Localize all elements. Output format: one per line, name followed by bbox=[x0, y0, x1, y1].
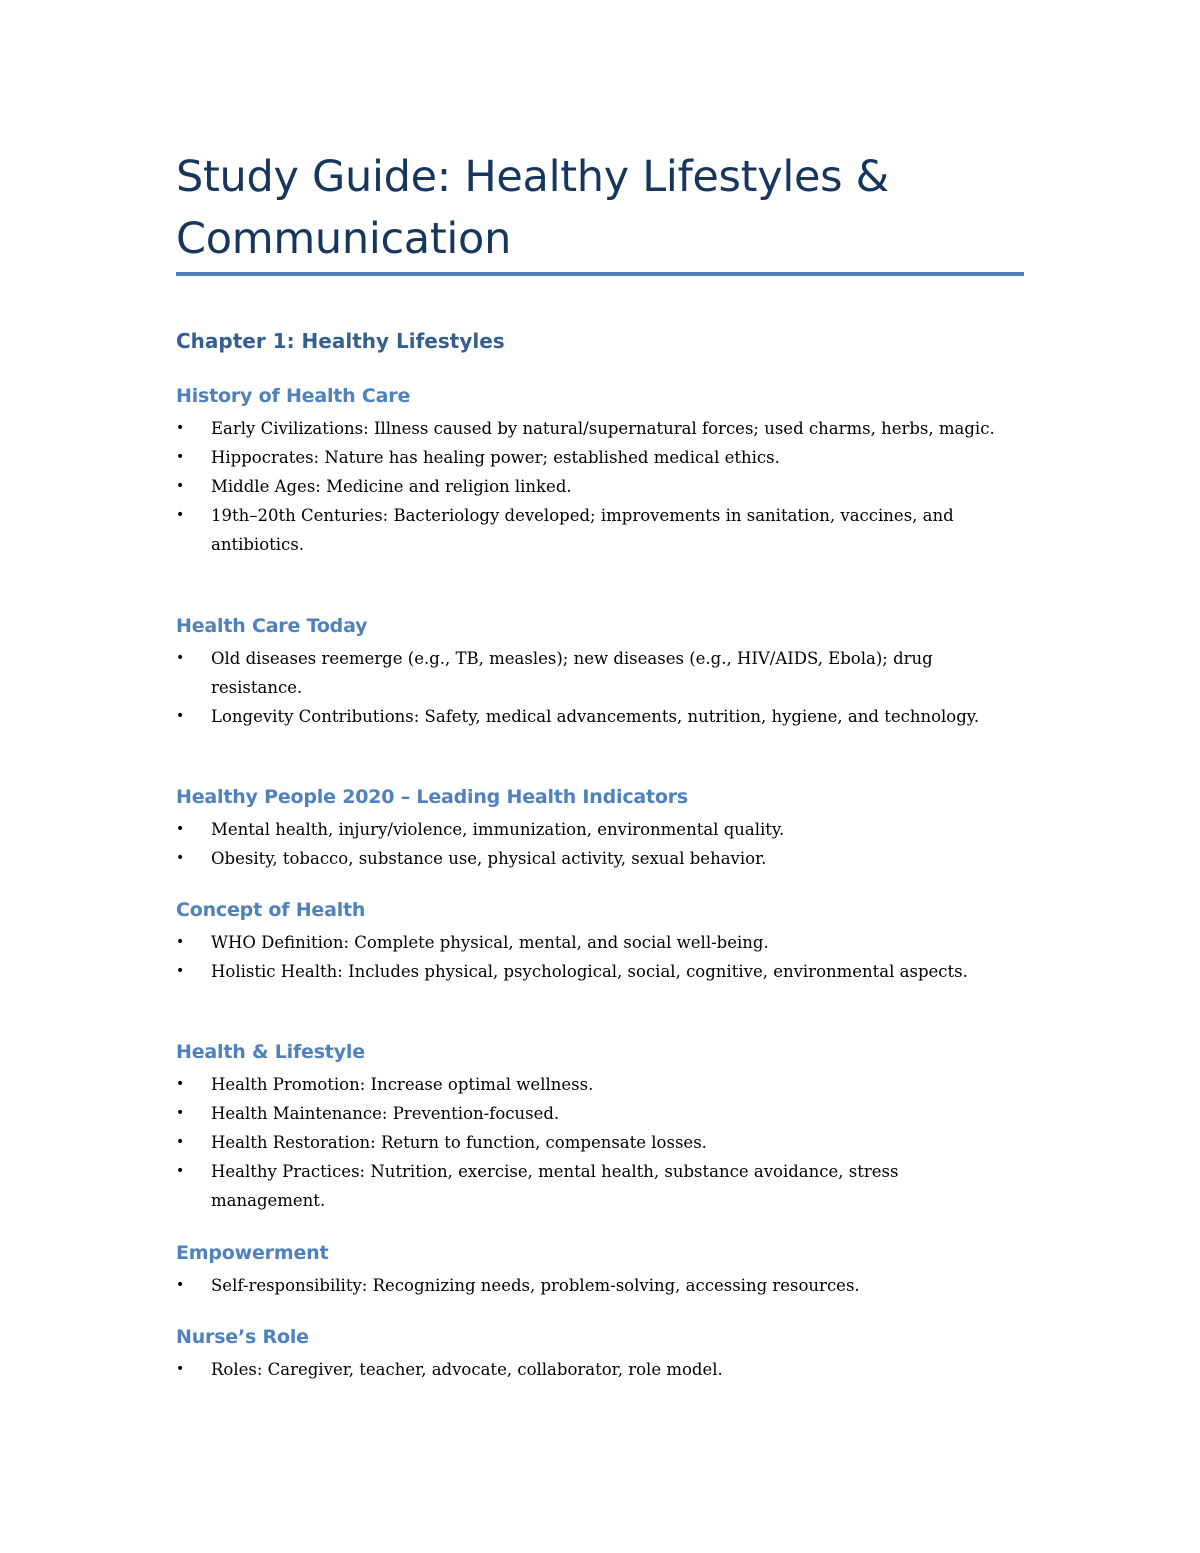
bullet-list bbox=[176, 1355, 1024, 1384]
section-history-of-health-care bbox=[176, 381, 1024, 559]
bullet-icon: • bbox=[176, 1163, 185, 1179]
bullet-icon: • bbox=[176, 420, 185, 436]
list-item: • Hippocrates: Nature has healing power; established medical ethics. bbox=[176, 443, 1011, 472]
section-heading: Health Care Today bbox=[176, 615, 368, 637]
section-health-and-lifestyle bbox=[176, 1037, 1024, 1215]
list-item: • Middle Ages: Medicine and religion linked. bbox=[176, 472, 1011, 501]
list-item: • Holistic Health: Includes physical, psychological, social, cognitive, environmental aspects. bbox=[176, 957, 1011, 986]
bullet-list bbox=[176, 928, 1024, 986]
list-item: • Longevity Contributions: Safety, medical advancements, nutrition, hygiene, and technology. bbox=[176, 702, 1011, 731]
list-item: • Mental health, injury/violence, immunization, environmental quality. bbox=[176, 815, 1011, 844]
section-concept-of-health bbox=[176, 895, 1024, 986]
section-heading: Nurse’s Role bbox=[176, 1326, 309, 1348]
chapter-heading: Chapter 1: Healthy Lifestyles bbox=[176, 329, 505, 353]
list-item: • Self-responsibility: Recognizing needs, problem-solving, accessing resources. bbox=[176, 1271, 1011, 1300]
section-empowerment bbox=[176, 1238, 1024, 1300]
bullet-icon: • bbox=[176, 1076, 185, 1092]
list-item: • Health Promotion: Increase optimal wellness. bbox=[176, 1070, 1011, 1099]
list-item: • 19th–20th Centuries: Bacteriology developed; improvements in sanitation, vaccines, and antibiotics. bbox=[176, 501, 1011, 559]
bullet-list bbox=[176, 414, 1024, 559]
section-nurses-role bbox=[176, 1322, 1024, 1384]
list-item: • WHO Definition: Complete physical, mental, and social well-being. bbox=[176, 928, 1011, 957]
bullet-icon: • bbox=[176, 650, 185, 666]
list-item: • Roles: Caregiver, teacher, advocate, collaborator, role model. bbox=[176, 1355, 1011, 1384]
bullet-icon: • bbox=[176, 507, 185, 523]
bullet-icon: • bbox=[176, 1105, 185, 1121]
bullet-icon: • bbox=[176, 1277, 185, 1293]
section-heading: Concept of Health bbox=[176, 899, 366, 921]
section-heading: Health & Lifestyle bbox=[176, 1041, 365, 1063]
section-heading: History of Health Care bbox=[176, 385, 411, 407]
bullet-icon: • bbox=[176, 1361, 185, 1377]
bullet-icon: • bbox=[176, 1134, 185, 1150]
section-heading: Empowerment bbox=[176, 1242, 329, 1264]
bullet-icon: • bbox=[176, 449, 185, 465]
list-item: • Obesity, tobacco, substance use, physical activity, sexual behavior. bbox=[176, 844, 1011, 873]
list-item: • Early Civilizations: Illness caused by natural/supernatural forces; used charms, herbs, magic. bbox=[176, 414, 1011, 443]
bullet-icon: • bbox=[176, 963, 185, 979]
list-item: • Health Maintenance: Prevention-focused. bbox=[176, 1099, 1011, 1128]
section-heading: Healthy People 2020 – Leading Health Indicators bbox=[176, 786, 689, 808]
document-title: Study Guide: Healthy Lifestyles & Communication bbox=[176, 152, 889, 264]
bullet-list bbox=[176, 1271, 1024, 1300]
bullet-icon: • bbox=[176, 850, 185, 866]
bullet-list bbox=[176, 1070, 1024, 1215]
section-healthy-people-2020 bbox=[176, 782, 1024, 873]
bullet-icon: • bbox=[176, 934, 185, 950]
bullet-list bbox=[176, 815, 1024, 873]
list-item: • Old diseases reemerge (e.g., TB, measles); new diseases (e.g., HIV/AIDS, Ebola); drug resistance. bbox=[176, 644, 1011, 702]
bullet-list bbox=[176, 644, 1024, 731]
title-underline-rule bbox=[176, 272, 1024, 276]
bullet-icon: • bbox=[176, 478, 185, 494]
list-item: • Health Restoration: Return to function, compensate losses. bbox=[176, 1128, 1011, 1157]
bullet-icon: • bbox=[176, 708, 185, 724]
list-item: • Healthy Practices: Nutrition, exercise, mental health, substance avoidance, stress management. bbox=[176, 1157, 1011, 1215]
bullet-icon: • bbox=[176, 821, 185, 837]
section-health-care-today bbox=[176, 611, 1024, 731]
